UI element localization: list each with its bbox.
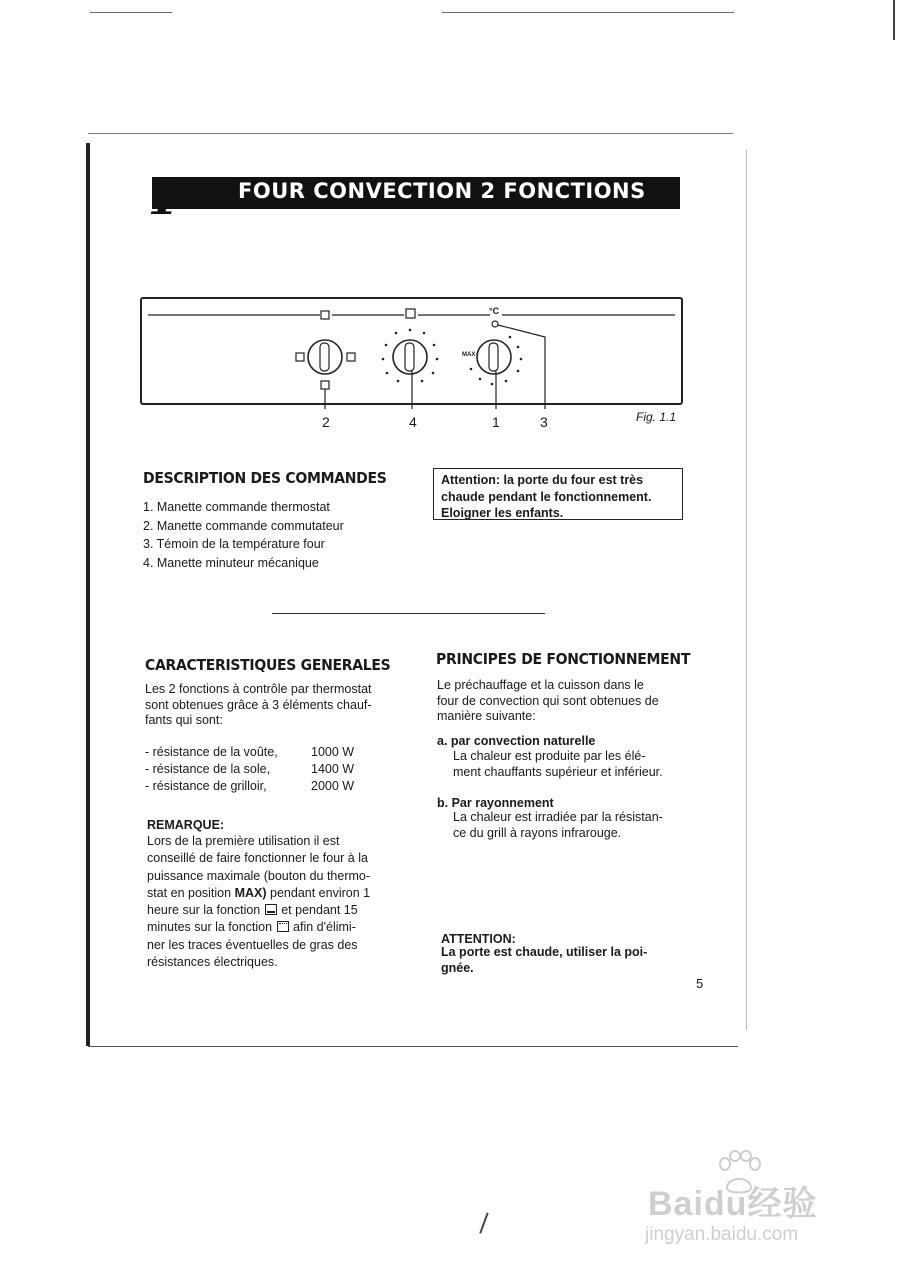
intro-line: Les 2 fonctions à contrôle par thermostat (145, 682, 372, 696)
top-rule-right (442, 12, 734, 13)
figure-caption: Fig. 1.1 (636, 410, 677, 424)
watermark-brand: Baidu经验 (648, 1185, 818, 1223)
page-frame-bottom (88, 1046, 738, 1047)
chapter-number: 1 (148, 174, 179, 225)
top-rule-left (90, 12, 172, 13)
principe-line: ce du grill à rayons infrarouge. (453, 825, 622, 840)
attention-note-line: gnée. (441, 960, 474, 975)
page-frame-top (88, 133, 733, 134)
attention-note-line: La porte est chaude, utiliser la poi- (441, 945, 648, 959)
list-item: 3. Témoin de la température four (143, 537, 325, 551)
bottom-heat-function-icon (265, 904, 277, 915)
page-number: 5 (696, 976, 704, 991)
principe-line: La chaleur est produite par les élé- (453, 749, 646, 763)
principe-b-title: b. Par rayonnement (437, 796, 554, 810)
callout-1: 1 (492, 414, 500, 430)
list-item (145, 761, 355, 778)
remarque-line: ner les traces éventuelles de gras des (147, 937, 358, 952)
list-item: 4. Manette minuteur mécanique (143, 555, 319, 570)
element-label: - résistance de la voûte, (145, 745, 278, 759)
attention-note (441, 945, 647, 976)
principe-line: ment chauffants supérieur et inférieur. (453, 764, 663, 779)
baidu-watermark (640, 1150, 860, 1260)
intro-line: fants qui sont: (145, 713, 223, 727)
principe-b-body (453, 810, 663, 841)
principe-a-body (453, 749, 663, 780)
remarque-line: stat en position MAX) pendant environ 1 (147, 885, 371, 900)
scan-mark (479, 1212, 488, 1233)
remarque-title: REMARQUE: (147, 818, 225, 832)
caracteristiques-intro (145, 682, 372, 729)
element-label: - résistance de grilloir, (145, 779, 267, 793)
list-item: 2. Manette commande commutateur (143, 518, 344, 533)
chapter-title: FOUR CONVECTION 2 FONCTIONS (238, 179, 646, 203)
intro-line: manière suivante: (437, 709, 536, 723)
max-label: MAX (462, 352, 476, 358)
remarque-line: Lors de la première utilisation il est (147, 834, 340, 848)
remarque-line: minutes sur la fonction afin d'élimi- (147, 920, 356, 935)
page-frame-right (746, 150, 747, 1030)
attention-line: chaude pendant le fonctionnement. (441, 489, 652, 504)
control-panel-drawing (140, 297, 683, 417)
list-item: 1. Manette commande thermostat (143, 500, 330, 514)
caracteristiques-heading: CARACTERISTIQUES GENERALES (145, 657, 391, 675)
temp-unit-label: °C (489, 306, 500, 316)
intro-line: Le préchauffage et la cuisson dans le (437, 678, 644, 692)
principes-heading: PRINCIPES DE FONCTIONNEMENT (436, 651, 691, 669)
attention-title: ATTENTION: (441, 932, 516, 946)
callout-2: 2 (322, 414, 330, 430)
elements-list (145, 744, 355, 795)
principe-line: La chaleur est irradiée par la résistan- (453, 810, 663, 824)
element-power: 1000 W (311, 745, 355, 759)
remarque-line: puissance maximale (bouton du thermo- (147, 868, 371, 883)
right-margin-rule (893, 0, 895, 40)
callout-4: 4 (409, 414, 417, 430)
element-label: - résistance de la sole, (145, 762, 271, 776)
attention-line: Eloigner les enfants. (441, 506, 564, 520)
callout-3: 3 (540, 414, 548, 430)
attention-box (433, 468, 683, 520)
element-power: 1400 W (311, 762, 355, 776)
page-frame-left (86, 143, 90, 1046)
max-emphasis: MAX) (234, 885, 267, 900)
section-divider (272, 613, 545, 614)
grill-function-icon (277, 921, 289, 932)
element-power: 2000 W (311, 779, 355, 793)
list-item (145, 744, 355, 761)
remarque-body (147, 833, 370, 971)
remarque-line: résistances électriques. (147, 955, 278, 970)
remarque-line: heure sur la fonction et pendant 15 (147, 903, 358, 918)
description-heading: DESCRIPTION DES COMMANDES (143, 470, 387, 488)
description-list (143, 499, 344, 573)
intro-line: four de convection qui sont obtenues de (437, 693, 659, 708)
watermark-url: jingyan.baidu.com (645, 1224, 799, 1245)
principe-a-title: a. par convection naturelle (437, 734, 596, 748)
intro-line: sont obtenues grâce à 3 éléments chauf- (145, 697, 372, 712)
remarque-line: conseillé de faire fonctionner le four à la (147, 851, 368, 866)
principes-intro (437, 678, 659, 725)
attention-line: Attention: la porte du four est très (441, 473, 644, 487)
list-item (145, 778, 355, 795)
